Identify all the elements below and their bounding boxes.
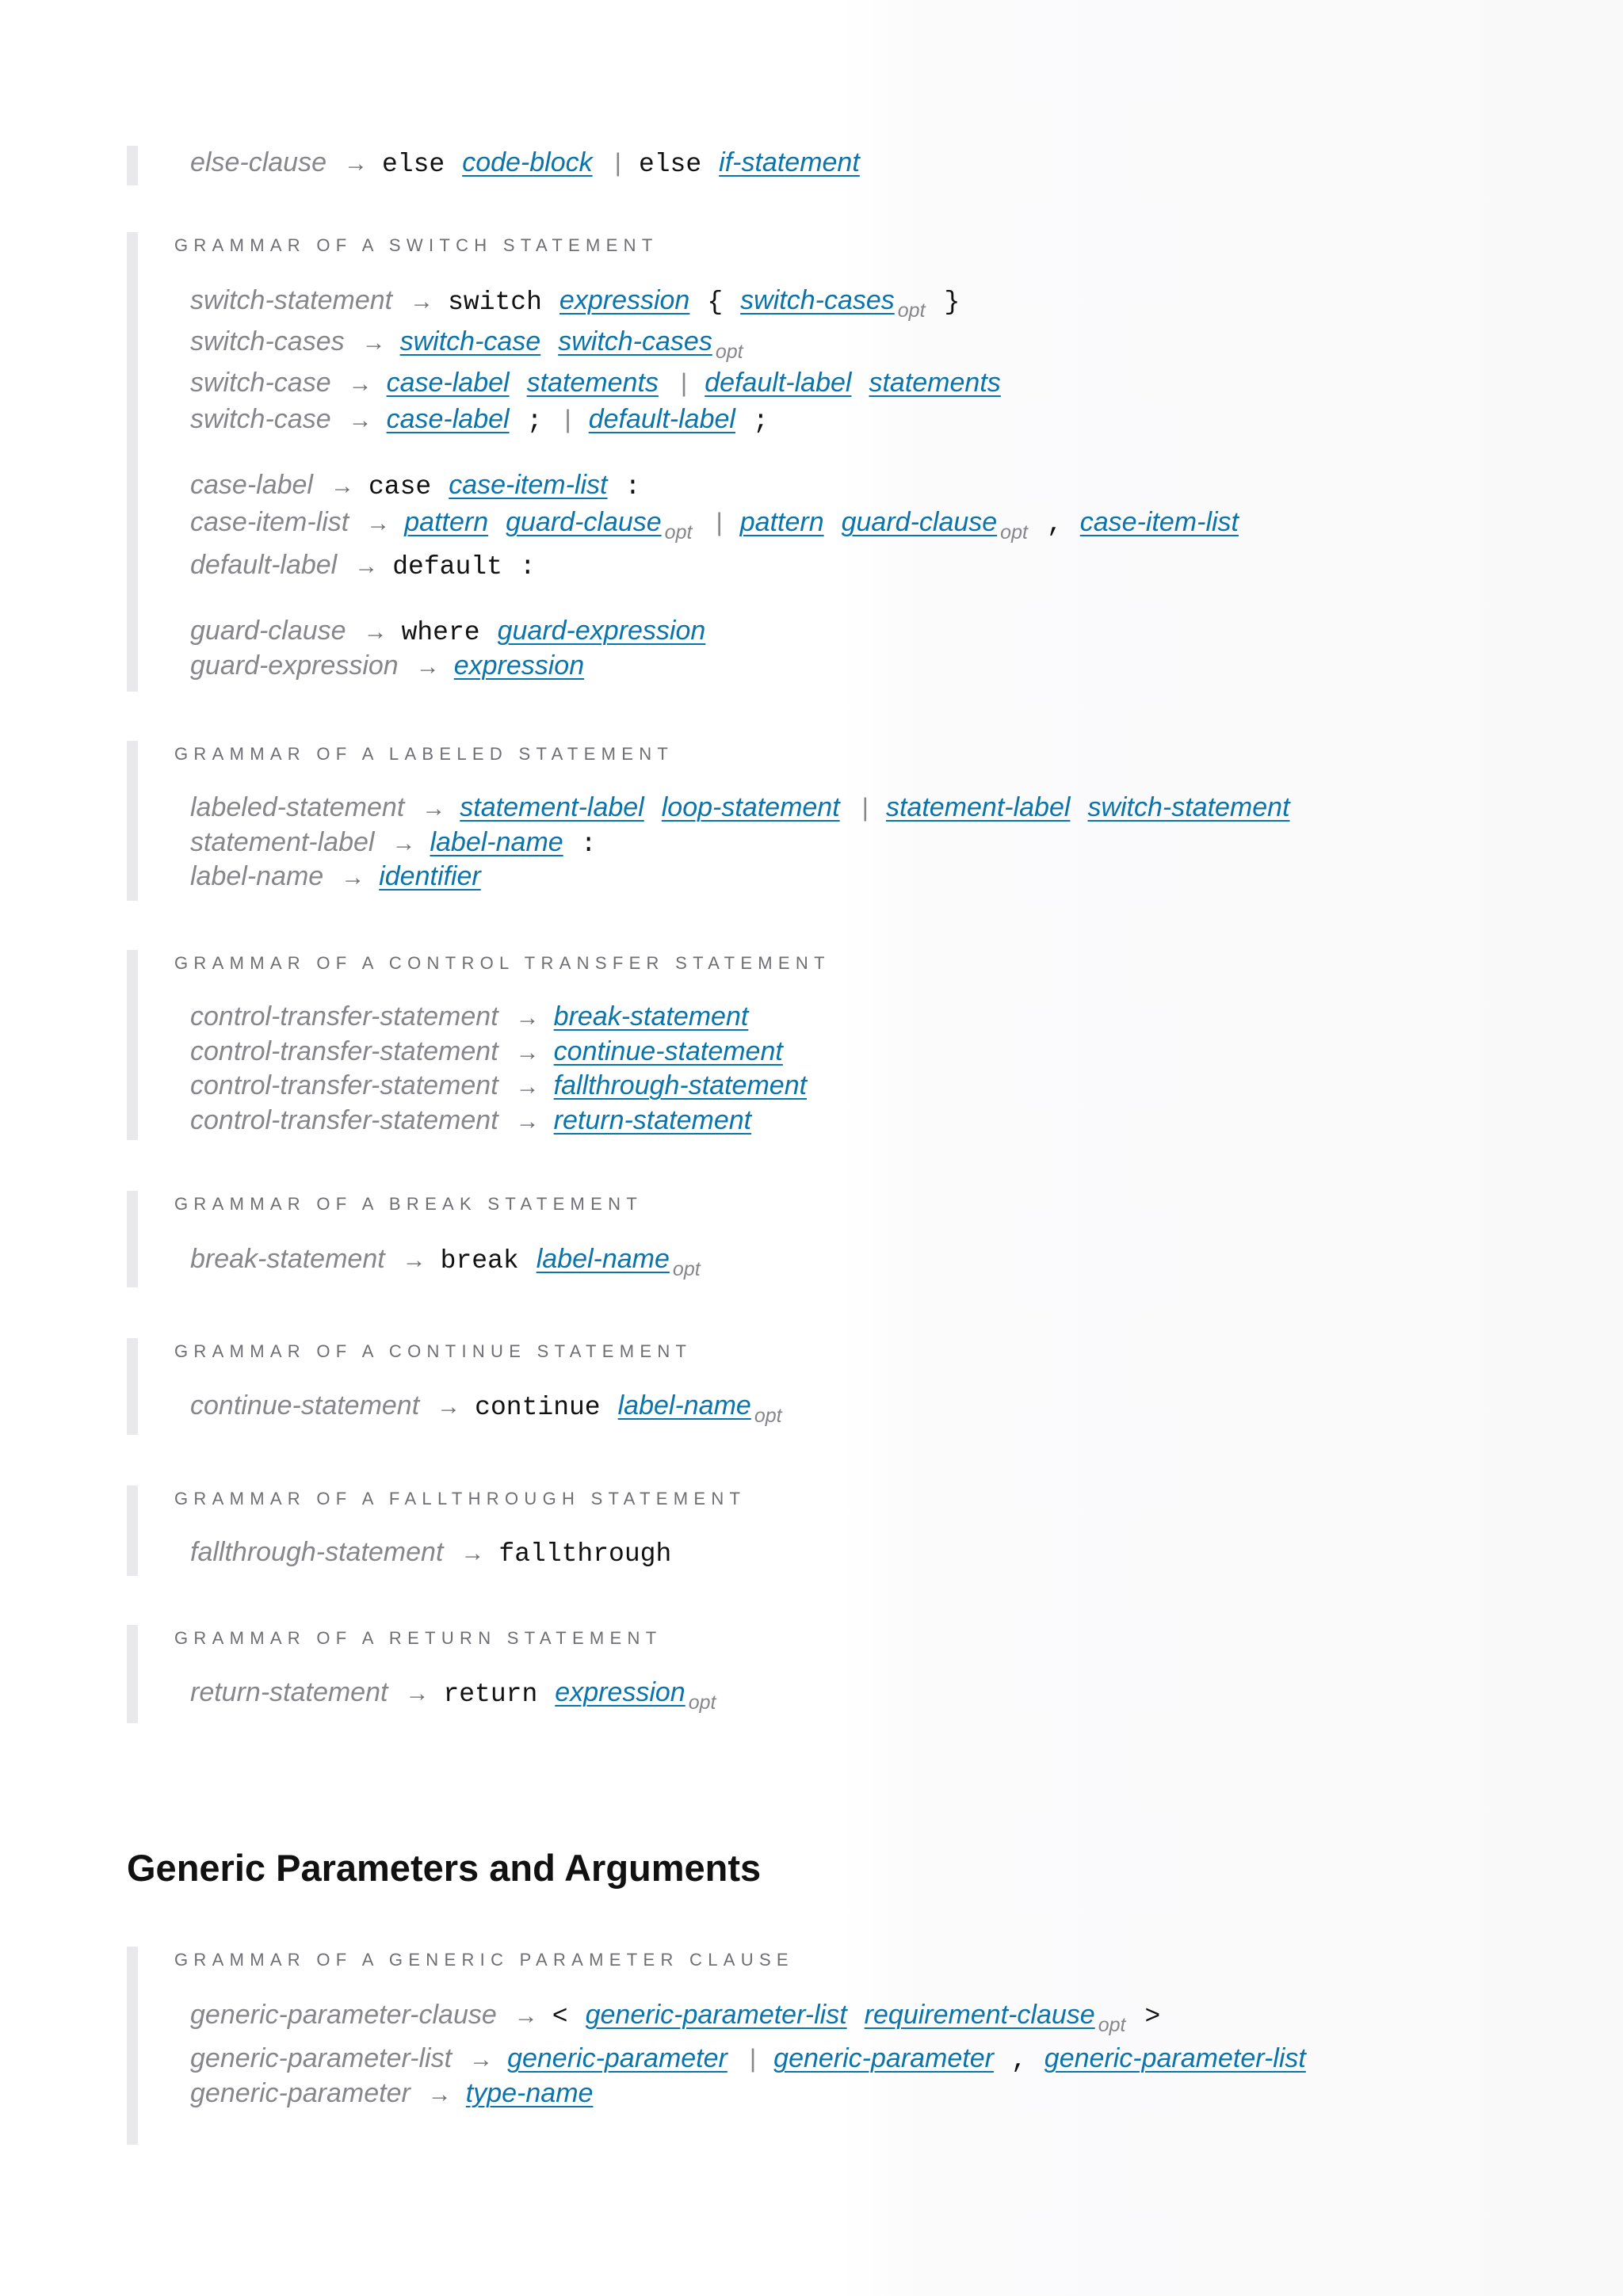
production-row (190, 1001, 766, 1035)
grammar-link[interactable]: switch-cases (558, 326, 712, 357)
alternative-separator: | (716, 508, 723, 536)
grammar-link[interactable]: switch-statement (1087, 792, 1290, 822)
grammar-link[interactable]: fallthrough-statement (553, 1070, 808, 1100)
keyword-token: case (368, 472, 432, 502)
nonterminal: control-transfer-statement (190, 1105, 498, 1135)
grammar-link[interactable]: case-label (386, 368, 510, 398)
nonterminal: generic-parameter-clause (190, 2000, 497, 2030)
grammar-heading: GRAMMAR OF A CONTINUE STATEMENT (174, 1341, 693, 1361)
keyword-token: ; (752, 406, 769, 436)
nonterminal: generic-parameter (190, 2078, 411, 2108)
arrow-symbol: → (330, 473, 354, 499)
nonterminal: default-label (190, 550, 338, 580)
production-row (190, 650, 601, 685)
grammar-heading: GRAMMAR OF A SWITCH STATEMENT (174, 235, 659, 255)
grammar-link[interactable]: case-item-list (449, 470, 608, 500)
grammar-link[interactable]: statement-label (460, 792, 644, 822)
grammar-link[interactable]: return-statement (553, 1105, 752, 1135)
production-row (190, 1035, 800, 1070)
arrow-symbol: → (361, 330, 386, 356)
production-row (190, 860, 498, 895)
grammar-link[interactable]: statement-label (885, 792, 1071, 822)
alternative-separator: | (680, 368, 688, 397)
keyword-token: < (552, 2002, 568, 2031)
nonterminal: return-statement (190, 1677, 388, 1707)
grammar-link[interactable]: guard-expression (497, 616, 706, 646)
alternative-separator: | (614, 148, 621, 177)
arrow-symbol: → (363, 619, 388, 645)
grammar-link[interactable]: case-item-list (1079, 507, 1239, 537)
grammar-block-labeled-statement (127, 741, 1490, 901)
production-row (190, 1243, 720, 1278)
grammar-link[interactable]: expression (453, 650, 585, 681)
arrow-symbol: → (515, 1074, 540, 1100)
production-row (190, 1676, 735, 1714)
production-row (190, 147, 877, 181)
arrow-symbol: → (515, 1108, 540, 1135)
production-row (190, 2042, 1323, 2077)
production-row (190, 2077, 610, 2112)
arrow-symbol: → (469, 2046, 494, 2073)
keyword-token: default (392, 552, 502, 582)
production-row (190, 791, 1308, 826)
optional-marker: opt (715, 341, 743, 363)
arrow-symbol: → (427, 2081, 452, 2107)
arrow-symbol: → (422, 795, 446, 822)
nonterminal: guard-expression (190, 650, 399, 681)
nonterminal: break-statement (190, 1244, 385, 1274)
optional-marker: opt (1098, 2014, 1126, 2036)
arrow-symbol: → (343, 151, 368, 177)
grammar-link[interactable]: switch-cases (740, 285, 895, 315)
arrow-symbol: → (415, 654, 440, 680)
nonterminal: switch-cases (190, 326, 345, 357)
production-row (190, 1390, 801, 1425)
production-row (190, 284, 977, 322)
alternative-separator: | (749, 2044, 757, 2073)
grammar-link[interactable]: expression (555, 1677, 685, 1707)
nonterminal: switch-case (190, 404, 331, 434)
grammar-link[interactable]: default-label (588, 404, 735, 434)
arrow-symbol: → (460, 1540, 485, 1566)
nonterminal: switch-statement (190, 285, 393, 315)
optional-marker: opt (688, 1691, 716, 1714)
keyword-token: fallthrough (498, 1539, 672, 1569)
grammar-link[interactable]: label-name (617, 1390, 751, 1421)
alternative-separator: | (564, 405, 571, 433)
grammar-link[interactable]: generic-parameter-list (1044, 2043, 1306, 2073)
keyword-token: , (1046, 509, 1063, 539)
arrow-symbol: → (366, 510, 391, 536)
arrow-symbol: → (348, 371, 372, 397)
grammar-block-switch-statement (127, 232, 1490, 692)
arrow-symbol: → (515, 1039, 540, 1066)
arrow-symbol: → (410, 288, 434, 315)
nonterminal: control-transfer-statement (190, 1001, 498, 1032)
keyword-token: : (580, 830, 597, 859)
keyword-token: ; (526, 406, 543, 436)
grammar-link[interactable]: label-name (536, 1244, 670, 1274)
keyword-token: return (443, 1680, 538, 1709)
grammar-link[interactable]: code-block (462, 147, 593, 177)
nonterminal: else-clause (190, 147, 327, 177)
production-row (190, 506, 1256, 541)
nonterminal: switch-case (190, 368, 331, 398)
optional-marker: opt (897, 299, 926, 322)
production-row (190, 549, 553, 584)
keyword-token: , (1010, 2046, 1027, 2075)
nonterminal: labeled-statement (190, 792, 405, 822)
grammar-link[interactable]: pattern (739, 507, 824, 537)
grammar-link[interactable]: statements (526, 368, 659, 398)
keyword-token: : (624, 472, 641, 502)
grammar-link[interactable]: identifier (379, 861, 481, 891)
production-row (190, 1536, 689, 1571)
optional-marker: opt (672, 1258, 701, 1280)
production-row (190, 367, 1018, 402)
grammar-block-generic-parameter-clause (127, 1947, 1490, 2145)
grammar-link[interactable]: guard-clause (841, 507, 998, 537)
production-row (190, 326, 762, 363)
production-row (190, 1999, 1178, 2034)
grammar-link[interactable]: guard-clause (506, 507, 662, 537)
grammar-heading: GRAMMAR OF A GENERIC PARAMETER CLAUSE (174, 1950, 794, 1970)
production-row (190, 1070, 824, 1104)
grammar-block-fallthrough-statement (127, 1486, 1490, 1576)
keyword-token: where (401, 618, 480, 647)
grammar-link[interactable]: if-statement (719, 147, 860, 177)
production-row (190, 826, 614, 861)
grammar-link[interactable]: generic-parameter-list (585, 2000, 847, 2030)
grammar-link[interactable]: loop-statement (661, 792, 840, 822)
arrow-symbol: → (437, 1394, 461, 1420)
grammar-link[interactable]: generic-parameter (773, 2043, 994, 2073)
nonterminal: statement-label (190, 827, 375, 857)
grammar-link[interactable]: break-statement (553, 1001, 749, 1032)
grammar-block-control-transfer-statement (127, 950, 1490, 1140)
grammar-block-else-clause (127, 146, 1490, 185)
optional-marker: opt (1000, 521, 1028, 543)
nonterminal: guard-clause (190, 616, 346, 646)
optional-marker: opt (664, 521, 693, 543)
grammar-link[interactable]: default-label (705, 368, 852, 398)
arrow-symbol: → (514, 2003, 538, 2029)
grammar-heading: GRAMMAR OF A RETURN STATEMENT (174, 1628, 663, 1648)
grammar-heading: GRAMMAR OF A LABELED STATEMENT (174, 744, 674, 764)
keyword-token: continue (475, 1393, 601, 1422)
section-title: Generic Parameters and Arguments (127, 1847, 762, 1889)
production-row (190, 1104, 769, 1139)
grammar-link[interactable]: switch-case (399, 326, 541, 357)
arrow-symbol: → (515, 1005, 540, 1031)
nonterminal: case-label (190, 470, 313, 500)
production-row (190, 615, 723, 650)
keyword-token: switch (448, 288, 542, 317)
keyword-token: : (519, 552, 536, 582)
grammar-link[interactable]: type-name (465, 2078, 594, 2108)
arrow-symbol: → (354, 553, 379, 579)
grammar-block-break-statement (127, 1191, 1490, 1287)
grammar-block-continue-statement (127, 1338, 1490, 1435)
nonterminal: generic-parameter-list (190, 2043, 453, 2073)
grammar-heading: GRAMMAR OF A CONTROL TRANSFER STATEMENT (174, 953, 831, 973)
arrow-symbol: → (348, 407, 372, 433)
grammar-link[interactable]: expression (559, 285, 690, 315)
optional-marker: opt (754, 1405, 782, 1427)
nonterminal: continue-statement (190, 1390, 420, 1421)
arrow-symbol: → (391, 830, 416, 856)
keyword-token: else (638, 150, 702, 179)
grammar-link[interactable]: requirement-clause (864, 2000, 1095, 2030)
keyword-token: { (707, 288, 724, 317)
grammar-link[interactable]: statements (869, 368, 1001, 398)
keyword-token: > (1144, 2002, 1161, 2031)
arrow-symbol: → (405, 1680, 430, 1707)
grammar-link[interactable]: generic-parameter (507, 2043, 727, 2073)
grammar-link[interactable]: case-label (386, 404, 510, 434)
grammar-link[interactable]: pattern (404, 507, 489, 537)
keyword-token: } (944, 288, 960, 317)
production-row (190, 469, 658, 504)
grammar-link[interactable]: label-name (430, 827, 563, 857)
grammar-block-return-statement (127, 1625, 1490, 1723)
nonterminal: label-name (190, 861, 324, 891)
nonterminal: control-transfer-statement (190, 1036, 498, 1066)
grammar-link[interactable]: continue-statement (553, 1036, 783, 1066)
arrow-symbol: → (402, 1247, 426, 1273)
arrow-symbol: → (341, 864, 365, 891)
alternative-separator: | (861, 793, 869, 822)
nonterminal: case-item-list (190, 507, 349, 537)
keyword-token: else (381, 150, 445, 179)
keyword-token: break (440, 1246, 519, 1276)
grammar-heading: GRAMMAR OF A FALLTHROUGH STATEMENT (174, 1489, 747, 1508)
production-row (190, 403, 786, 438)
nonterminal: fallthrough-statement (190, 1537, 444, 1567)
grammar-heading: GRAMMAR OF A BREAK STATEMENT (174, 1194, 643, 1214)
nonterminal: control-transfer-statement (190, 1070, 498, 1100)
